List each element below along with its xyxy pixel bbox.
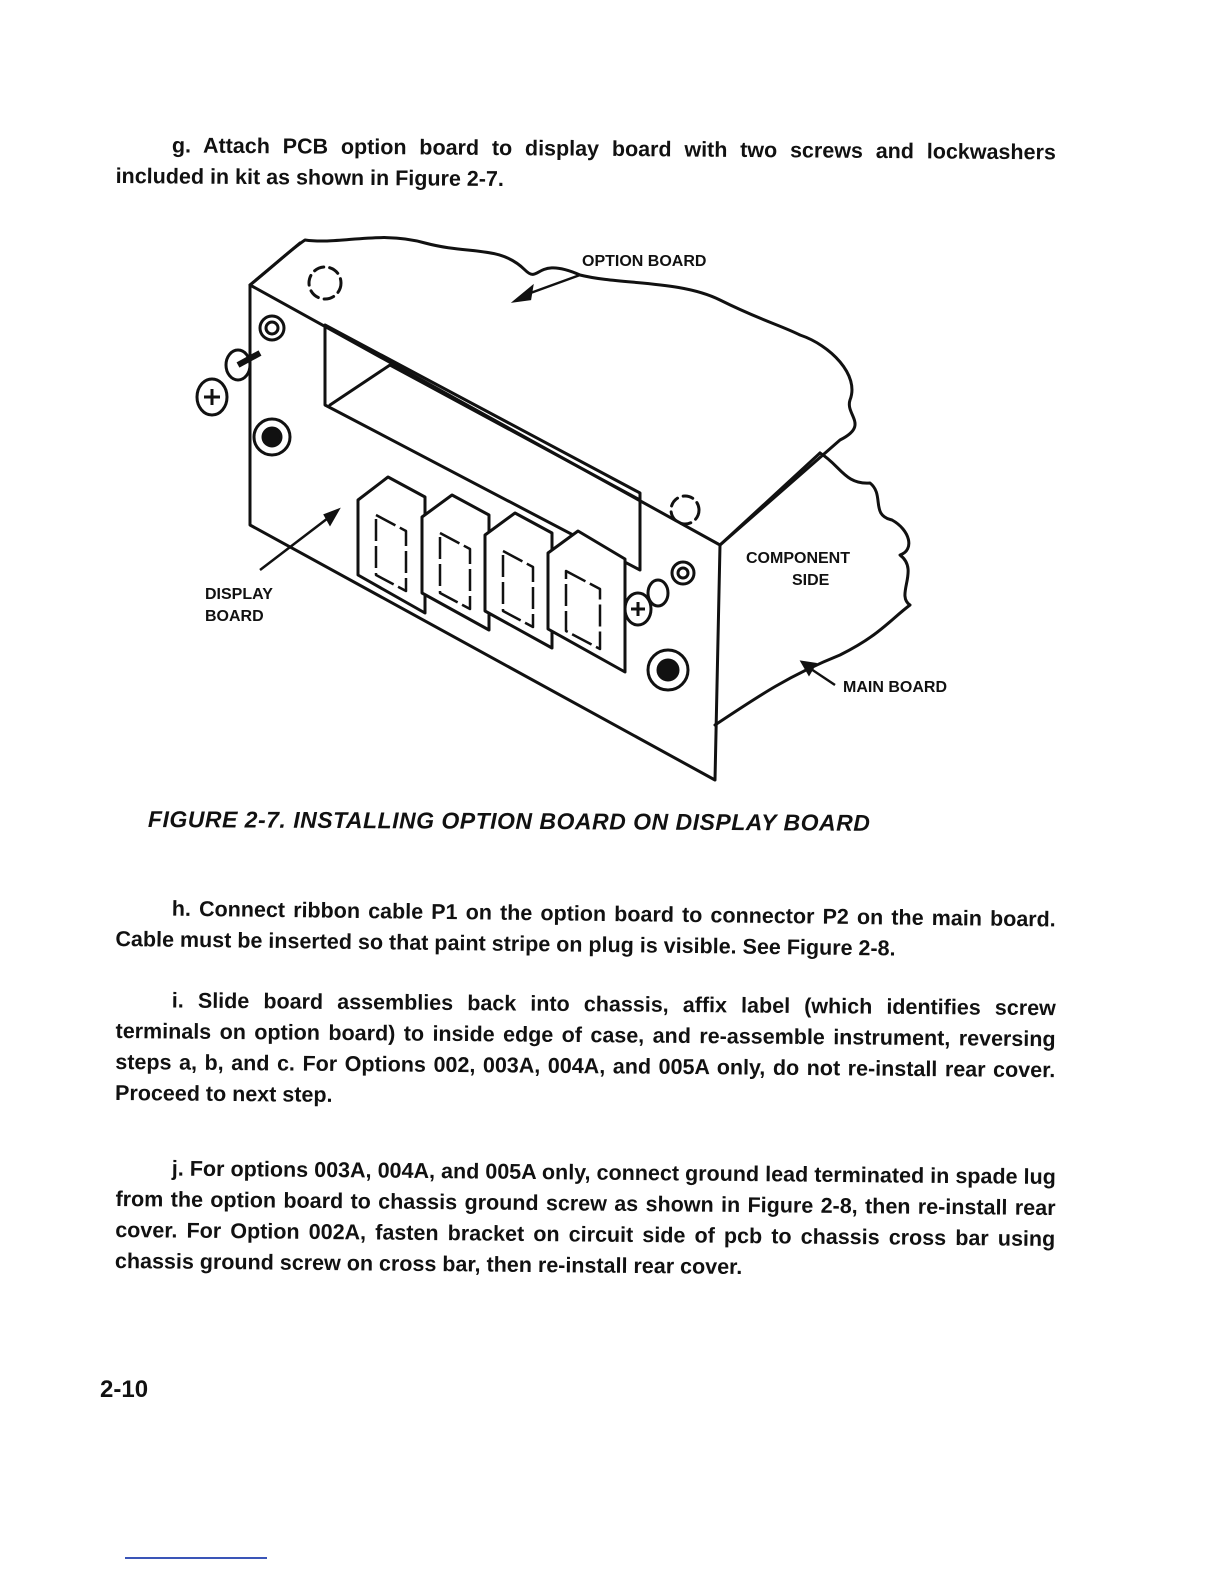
- digit-display-3: [485, 513, 552, 648]
- standoff-left: [254, 419, 290, 455]
- digit-display-4: [548, 531, 625, 672]
- step-i-text: i. Slide board assemblies back into chassis, affix label (which identifies screw terminals on option board) to inside edge of case, and re-assemble instrument, reversing steps a, b, and c. For Options 002, 003A, 004A, and 005A only, do not re-install rear cover. Proceed to next step.: [114, 988, 1056, 1107]
- step-h-paragraph: [115, 893, 1056, 966]
- page-number: 2-10: [100, 1376, 149, 1403]
- figure-caption: FIGURE 2-7. INSTALLING OPTION BOARD ON DISPLAY BOARD: [147, 806, 871, 836]
- step-j-text: j. For options 003A, 004A, and 005A only, connect ground lead terminated in spade lug from the option board to chassis ground screw as shown in Figure 2-8, then re-install rear cover. For Option 002A, fasten bracket on circuit side of pcb to chassis cross bar using chassis ground screw on cross bar, then re-install rear cover.: [114, 1156, 1056, 1280]
- figure-2-7: [180, 225, 1000, 795]
- step-i-paragraph: [115, 985, 1056, 1117]
- footer-rule: [125, 1557, 267, 1559]
- screw-left-assembly: [197, 316, 284, 415]
- option-board-label: OPTION BOARD: [582, 253, 707, 270]
- digit-display-1: [358, 477, 425, 613]
- step-j-paragraph: [115, 1153, 1056, 1286]
- step-g-text: g. Attach PCB option board to display board with two screws and lockwashers included in kit as shown in Figure 2-7.: [115, 133, 1056, 192]
- display-board-leader: [260, 515, 332, 570]
- main-board-label: MAIN BOARD: [843, 679, 947, 696]
- digit-display-2: [422, 495, 489, 630]
- component-side-label-line1: COMPONENT: [746, 550, 850, 567]
- step-g-paragraph: [116, 130, 1056, 199]
- display-board-label-line2: BOARD: [205, 608, 264, 625]
- figure-2-7-illustration: [180, 225, 1000, 795]
- display-board-label-line1: DISPLAY: [205, 586, 273, 603]
- standoff-right: [648, 650, 688, 690]
- screw-right-assembly: [625, 562, 694, 625]
- component-side-label-line2: SIDE: [792, 572, 830, 589]
- step-h-text: h. Connect ribbon cable P1 on the option board to connector P2 on the main board. Cable must be inserted so that paint stripe on plug is visible. See Figure 2-8.: [115, 896, 1056, 961]
